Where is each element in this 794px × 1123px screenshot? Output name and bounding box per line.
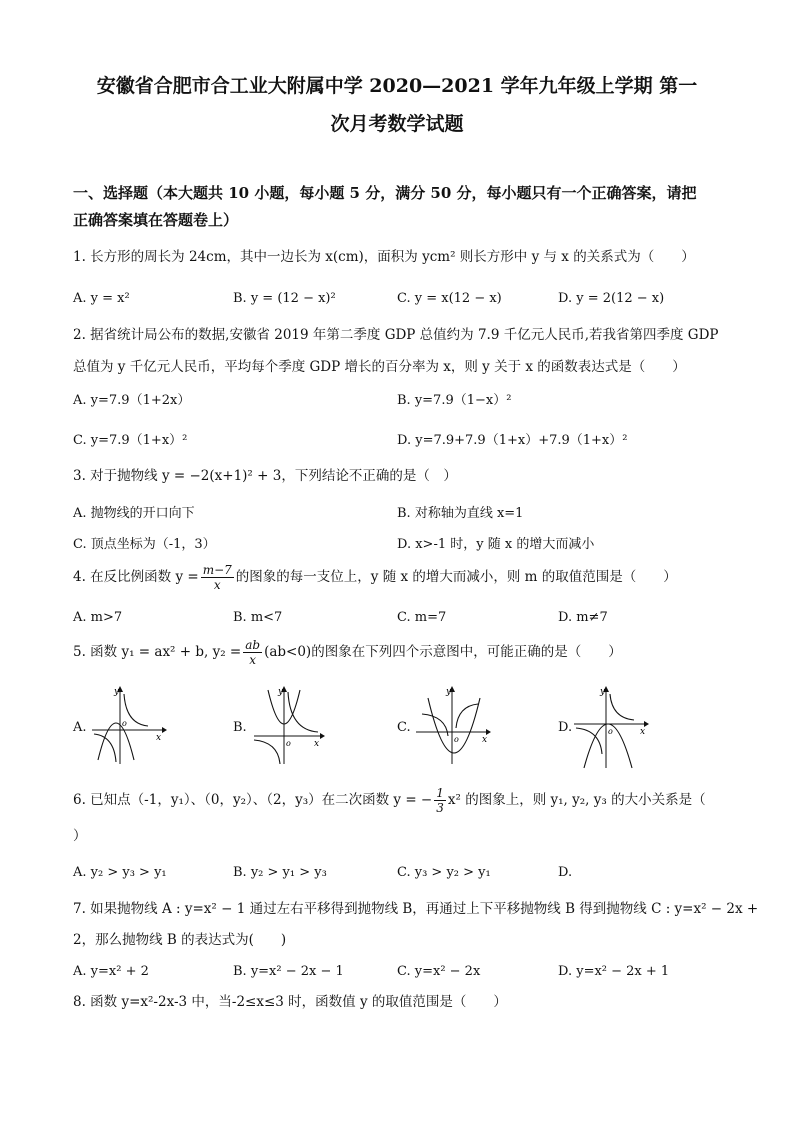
q5-graph-c bbox=[412, 684, 496, 768]
q3-option-d: D. x>-1 时，y 随 x 的增大而减小 bbox=[397, 537, 595, 552]
q1-option-c: C. y = x(12 − x) bbox=[397, 291, 502, 306]
q6-stem bbox=[73, 786, 706, 815]
q8-stem: 8. 函数 y=x²-2x-3 中，当-2≤x≤3 时，函数值 y 的取值范围是（ ） bbox=[73, 994, 507, 1010]
q5-d-hyperbola-right bbox=[610, 694, 634, 720]
section-heading-line2: 正确答案填在答题卷上） bbox=[73, 211, 239, 229]
q2-option-b: B. y=7.9（1−x）² bbox=[397, 393, 512, 408]
q5-b-origin-label: o bbox=[286, 739, 291, 748]
q5-b-x-label: x bbox=[314, 739, 320, 749]
q2-stem-line1: 2. 据省统计局公布的数据,安徽省 2019 年第二季度 GDP 总值约为 7.9 千亿元人民币,若我省第四季度 GDP bbox=[73, 327, 719, 343]
q5-fraction bbox=[243, 638, 262, 667]
q1-option-a: A. y = x² bbox=[73, 291, 130, 306]
q5-a-y-label: y bbox=[114, 687, 120, 697]
q5-option-d-label: D. bbox=[558, 720, 573, 735]
page-title-line2: 次月考数学试题 bbox=[330, 113, 464, 135]
q5-stem-suffix: (ab<0)的图象在下列四个示意图中，可能正确的是（ ） bbox=[264, 643, 622, 660]
q5-c-parabola bbox=[428, 698, 480, 753]
q5-option-b-label: B. bbox=[233, 720, 247, 735]
q5-fraction-denominator: x bbox=[249, 653, 257, 667]
q5-b-y-label: y bbox=[278, 687, 284, 697]
q5-graph-d bbox=[570, 684, 654, 770]
section-heading-line1: 一、选择题（本大题共 10 小题，每小题 5 分，满分 50 分，每小题只有一个正确答案，请把 bbox=[73, 184, 697, 202]
q2-option-a: A. y=7.9（1+2x） bbox=[73, 393, 191, 408]
q4-fraction-denominator: x bbox=[213, 578, 221, 592]
q5-b-hyperbola-left bbox=[254, 740, 280, 764]
q5-graph-a bbox=[88, 684, 168, 768]
q2-option-d: D. y=7.9+7.9（1+x）+7.9（1+x）² bbox=[397, 433, 628, 448]
q7-stem-line2: 2，那么抛物线 B 的表达式为( ) bbox=[73, 932, 287, 948]
q5-a-hyperbola-left bbox=[94, 734, 116, 762]
q5-c-origin-label: o bbox=[454, 735, 459, 744]
q1-stem: 1. 长方形的周长为 24cm，其中一边长为 x(cm)，面积为 ycm² 则长方形中 y 与 x 的关系式为（ ） bbox=[73, 249, 695, 265]
q6-option-c: C. y₃ > y₂ > y₁ bbox=[397, 865, 491, 880]
q5-d-y-label: y bbox=[600, 687, 606, 697]
q7-stem-line1: 7. 如果抛物线 A : y=x² − 1 通过左右平移得到抛物线 B，再通过上下平移抛物线 B 得到抛物线 C : y=x² − 2x + bbox=[73, 901, 759, 917]
q4-stem-suffix: 的图象的每一支位上，y 随 x 的增大而减小，则 m 的取值范围是（ ） bbox=[235, 568, 677, 585]
q5-b-x-arrow bbox=[320, 733, 325, 739]
q5-c-hyperbola-right bbox=[456, 704, 478, 728]
q4-option-c: C. m=7 bbox=[397, 610, 447, 625]
q7-option-c: C. y=x² − 2x bbox=[397, 964, 481, 979]
q3-option-a: A. 抛物线的开口向下 bbox=[73, 506, 195, 521]
q6-fraction-numerator: 1 bbox=[436, 786, 444, 800]
q5-b-hyperbola-right bbox=[288, 692, 318, 732]
q2-option-c: C. y=7.9（1+x）² bbox=[73, 433, 188, 448]
q5-a-hyperbola-right bbox=[124, 694, 148, 726]
q5-stem-prefix: 5. 函数 y₁ = ax² + b, y₂ = bbox=[73, 643, 242, 660]
q4-option-b: B. m<7 bbox=[233, 610, 283, 625]
q5-a-x-label: x bbox=[156, 733, 162, 743]
page-title-line1: 安徽省合肥市合工业大附属中学 2020—2021 学年九年级上学期 第一 bbox=[96, 75, 698, 97]
q3-stem: 3. 对于抛物线 y = −2(x+1)² + 3，下列结论不正确的是（ ） bbox=[73, 468, 457, 484]
q5-stem bbox=[73, 638, 622, 667]
q4-stem-prefix: 4. 在反比例函数 y = bbox=[73, 568, 199, 585]
q5-option-a-label: A. bbox=[73, 720, 87, 735]
q5-d-x-label: x bbox=[640, 727, 646, 737]
q6-fraction-denominator: 3 bbox=[436, 801, 444, 815]
q5-a-parabola bbox=[98, 723, 134, 760]
q6-option-b: B. y₂ > y₁ > y₃ bbox=[233, 865, 327, 880]
q5-option-c-label: C. bbox=[397, 720, 411, 735]
q5-c-y-label: y bbox=[446, 687, 452, 697]
q7-option-a: A. y=x² + 2 bbox=[73, 964, 149, 979]
q6-fraction bbox=[434, 786, 446, 815]
q5-a-origin-label: o bbox=[122, 719, 127, 728]
q4-stem bbox=[73, 563, 677, 592]
q1-option-d: D. y = 2(12 − x) bbox=[558, 291, 665, 306]
q7-option-d: D. y=x² − 2x + 1 bbox=[558, 964, 670, 979]
q4-option-d: D. m≠7 bbox=[558, 610, 608, 625]
q2-stem-line2: 总值为 y 千亿元人民币，平均每个季度 GDP 增长的百分率为 x，则 y 关于 x 的函数表达式是（ ） bbox=[73, 359, 686, 375]
q5-d-origin-label: o bbox=[608, 727, 613, 736]
q6-option-d: D. bbox=[558, 865, 573, 880]
q6-option-a: A. y₂ > y₃ > y₁ bbox=[73, 865, 167, 880]
q6-stem-line2: ） bbox=[73, 828, 87, 844]
q6-stem-suffix: x² 的图象上，则 y₁, y₂, y₃ 的大小关系是（ bbox=[447, 791, 706, 808]
q5-graph-b bbox=[250, 684, 330, 768]
q7-option-b: B. y=x² − 2x − 1 bbox=[233, 964, 344, 979]
q5-a-x-arrow bbox=[162, 727, 167, 733]
q4-fraction bbox=[201, 563, 234, 592]
q3-option-b: B. 对称轴为直线 x=1 bbox=[397, 506, 524, 521]
q4-fraction-numerator: m−7 bbox=[202, 563, 232, 577]
q6-stem-prefix: 6. 已知点（-1，y₁）、（0，y₂）、（2，y₃）在二次函数 y = − bbox=[73, 791, 433, 808]
q4-option-a: A. m>7 bbox=[73, 610, 123, 625]
q1-option-b: B. y = (12 − x)² bbox=[233, 291, 336, 306]
q5-fraction-numerator: ab bbox=[245, 638, 261, 652]
q3-option-c: C. 顶点坐标为（-1，3） bbox=[73, 537, 216, 552]
q5-c-x-label: x bbox=[482, 735, 488, 745]
